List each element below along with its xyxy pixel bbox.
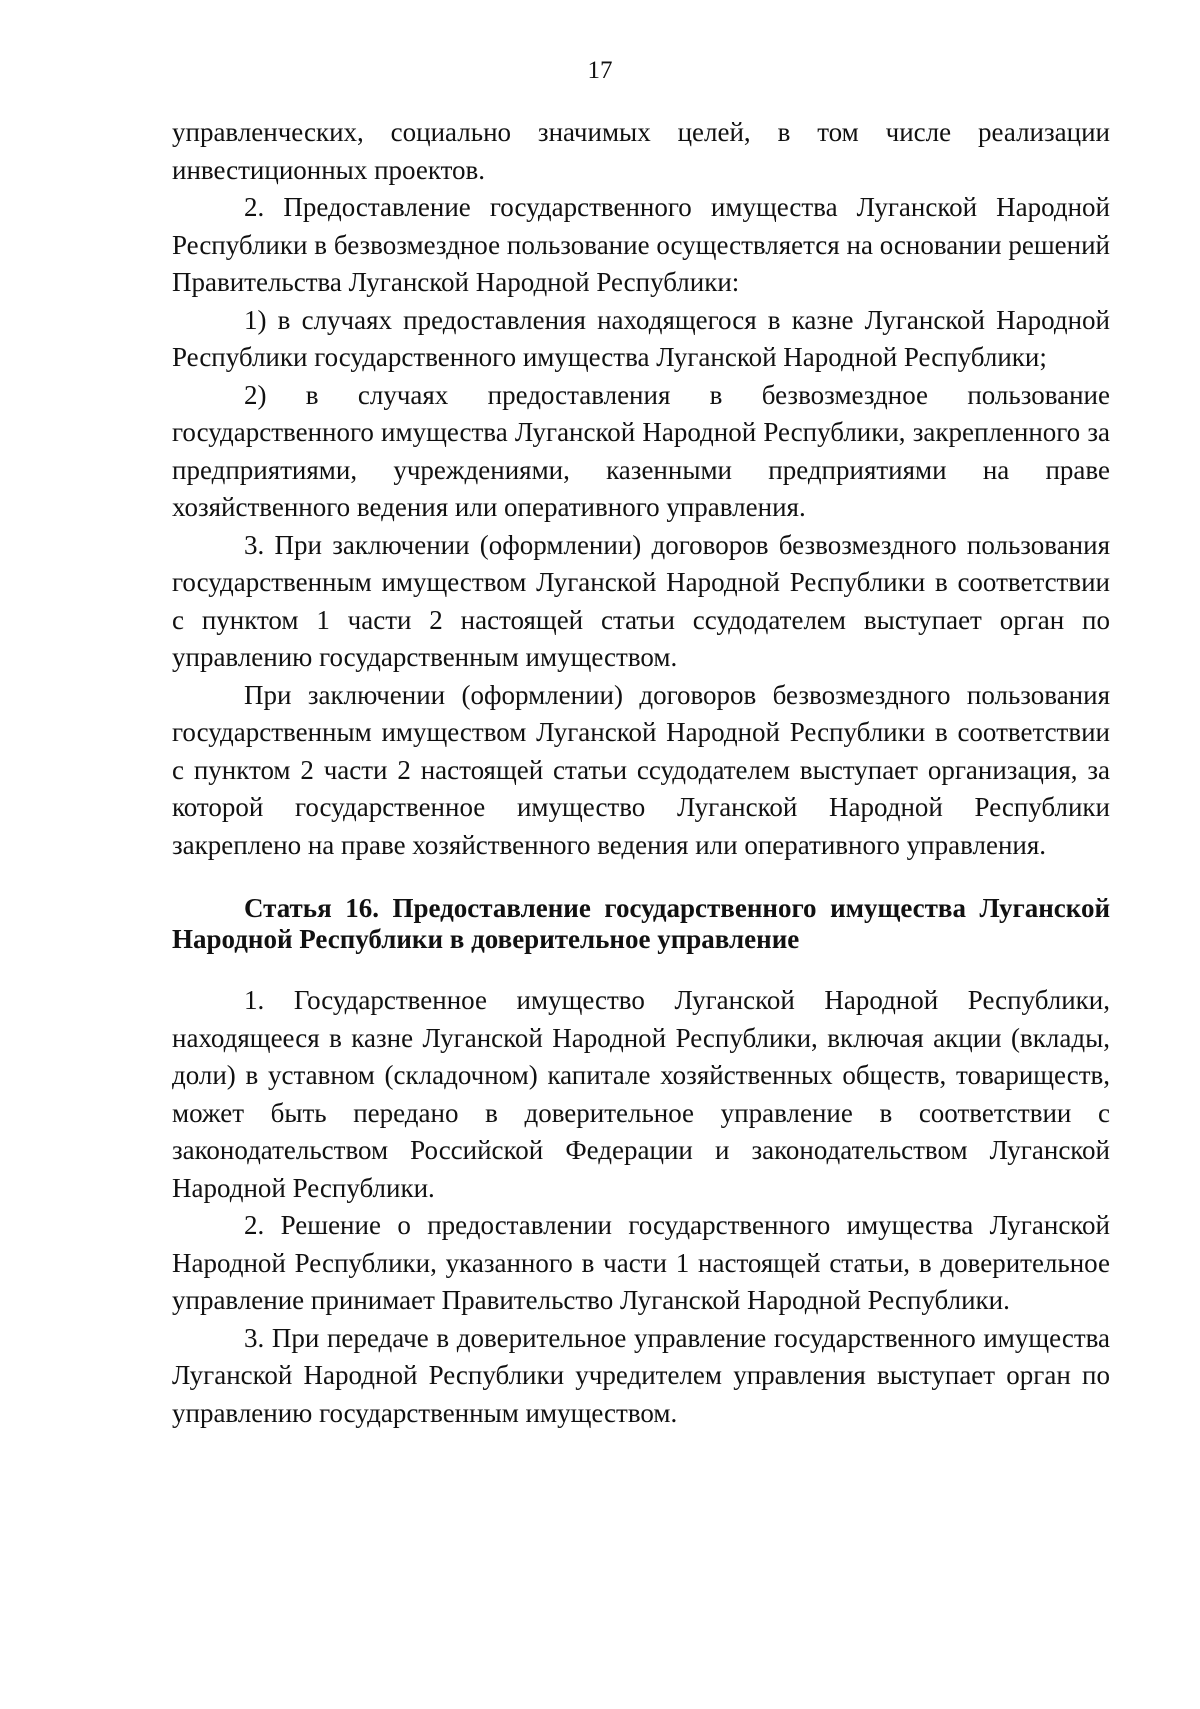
paragraph-part-3: 3. При заключении (оформлении) договоров безвозмездного пользования государственным имуществом Луганской Народной Республики в соответствии с пунктом 1 части 2 настоящей статьи ссудодателем выступает орган по управлению государственным имуществом.	[172, 529, 1110, 672]
page-number: 17	[587, 57, 613, 84]
article-16-part-3: 3. При передаче в доверительное управление государственного имущества Луганской Народной Республики учредителем управления выступает орган по управлению государственным имуществом.	[172, 1322, 1110, 1428]
paragraph-item-1: 1) в случаях предоставления находящегося в казне Луганской Народной Республики государственного имущества Луганской Народной Республики;	[172, 304, 1110, 372]
article-16-part-2: 2. Решение о предоставлении государственного имущества Луганской Народной Республики, указанного в части 1 настоящей статьи, в доверительное управление принимает Правительство Луганской Народной Республики.	[172, 1210, 1110, 1315]
paragraph-item-2: 2) в случаях предоставления в безвозмездное пользование государственного имущества Луганской Народной Республики, закрепленного за предприятиями, учреждениями, казенными предприятиями на праве хозяйственного ведения или оперативного управления.	[172, 379, 1110, 522]
paragraph-part-3-continued: При заключении (оформлении) договоров безвозмездного пользования государственным имуществом Луганской Народной Республики в соответствии с пунктом 2 части 2 настоящей статьи ссудодателем выступает организация, за которой государственное имущество Луганской Народной Республики закреплено на праве хозяйственного ведения или оперативного управления.	[172, 679, 1110, 860]
paragraph-continuation: управленческих, социально значимых целей, в том числе реализации инвестиционных проектов.	[172, 117, 1110, 185]
document-body	[172, 114, 1110, 1432]
article-16-heading: Статья 16. Предоставление государственного имущества Луганской Народной Республики в доверительное управление	[172, 893, 1110, 954]
paragraph-part-2: 2. Предоставление государственного имущества Луганской Народной Республики в безвозмездное пользование осуществляется на основании решений Правительства Луганской Народной Республики:	[172, 192, 1110, 297]
article-16-part-1: 1. Государственное имущество Луганской Народной Республики, находящееся в казне Луганской Народной Республики, включая акции (вклады, доли) в уставном (складочном) капитале хозяйственных обществ, товариществ, может быть передано в доверительное управление в соответствии с законодательством Российской Федерации и законодательством Луганской Народной Республики.	[172, 985, 1110, 1203]
